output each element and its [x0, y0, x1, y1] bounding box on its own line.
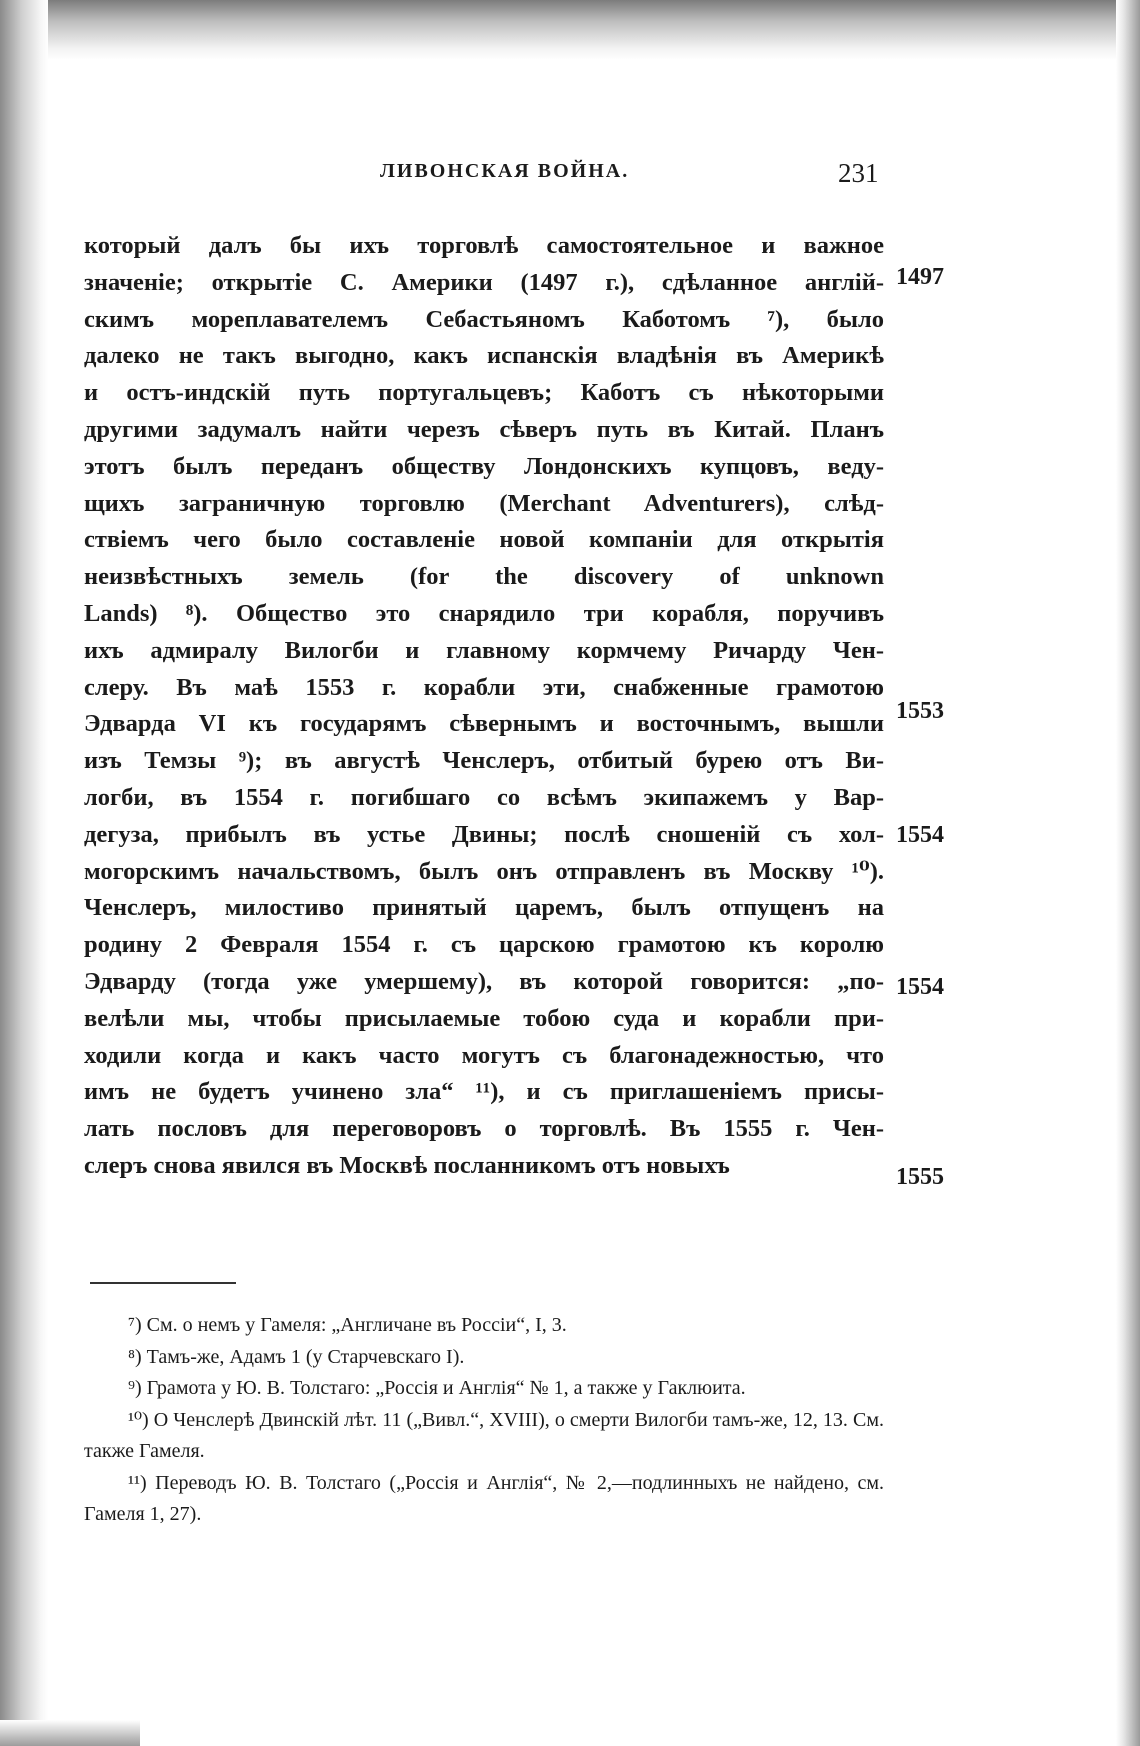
margin-year: 1554 — [896, 974, 944, 1000]
footnote — [84, 1373, 884, 1405]
text-line: изъ Темзы ⁹); въ августѣ Ченслеръ, отбитый бурею отъ Ви- — [84, 747, 884, 775]
text-line: ихъ адмиралу Вилогби и главному кормчему Ричарду Чен- — [84, 636, 884, 664]
text-line: Ченслеръ, милостиво принятый царемъ, былъ отпущенъ на — [84, 894, 884, 922]
body-text — [84, 228, 884, 1185]
text-line: скимъ мореплавателемъ Себастьяномъ Каботомъ ⁷), было — [84, 305, 884, 333]
footnote — [84, 1310, 884, 1342]
text-line: значеніе; открытіе С. Америки (1497 г.), сдѣланное англій- — [84, 268, 884, 296]
margin-year: 1555 — [896, 1164, 944, 1190]
running-title: ЛИВОНСКАЯ ВОЙНА. — [380, 160, 630, 182]
text-line: другими задумалъ найти черезъ сѣверъ путь въ Китай. Планъ — [84, 415, 884, 443]
scan-shadow-right — [1116, 0, 1140, 1746]
scan-shadow-top — [0, 0, 1140, 60]
text-line: который далъ бы ихъ торговлѣ самостоятельное и важное — [84, 232, 884, 259]
footnotes — [84, 1310, 884, 1531]
page-number: 231 — [838, 158, 879, 188]
text-line: слеру. Въ маѣ 1553 г. корабли эти, снабженные грамотою — [84, 673, 884, 701]
footnote — [84, 1405, 884, 1468]
text-line: дегуза, прибылъ въ устье Двины; послѣ сношеній съ хол- — [84, 820, 884, 848]
margin-year: 1497 — [896, 264, 944, 290]
text-line: ствіемъ чего было составленіе новой компаніи для открытія — [84, 526, 884, 554]
text-line: Lands) ⁸). Общество это снарядило три корабля, поручивъ — [84, 599, 884, 627]
margin-year: 1553 — [896, 698, 944, 724]
text-line: родину 2 Февраля 1554 г. съ царскою грамотою къ королю — [84, 931, 884, 959]
text-line: лать пословъ для переговоровъ о торговлѣ. Въ 1555 г. Чен- — [84, 1115, 884, 1143]
text-line: Эдварду (тогда уже умершему), въ которой говорится: „по- — [84, 967, 884, 995]
text-line: ходили когда и какъ часто могутъ съ благонадежностью, что — [84, 1041, 884, 1069]
text-line: логби, въ 1554 г. погибшаго со всѣмъ экипажемъ у Вар- — [84, 783, 884, 811]
text-line: Эдварда VI къ государямъ сѣвернымъ и восточнымъ, вышли — [84, 710, 884, 738]
footnote-text: ⁸) Тамъ-же, Адамъ 1 (у Старчевскаго I). — [128, 1345, 465, 1368]
scan-shadow-left — [0, 0, 48, 1746]
footnote-text: ¹⁰) О Ченслерѣ Двинскій лѣт. 11 („Вивл.“, XVIII), о смерти Вилогби тамъ-же, 12, 13. См. также Гамеля. — [84, 1408, 884, 1462]
text-line: далеко не такъ выгодно, какъ испанскія владѣнія въ Америкѣ — [84, 342, 884, 370]
footnote-text: ⁷) См. о немъ у Гамеля: „Англичане въ Россіи“, I, 3. — [128, 1314, 567, 1336]
text-line: щихъ заграничную торговлю (Merchant Adventurers), слѣд- — [84, 489, 884, 517]
text-line: неизвѣстныхъ земель (for the discovery of unknown — [84, 563, 884, 591]
footnote-rule — [90, 1282, 236, 1284]
text-line: велѣли мы, чтобы присылаемые тобою суда и корабли при- — [84, 1004, 884, 1032]
text-line: слеръ снова явился въ Москвѣ посланникомъ отъ новыхъ — [84, 1151, 730, 1179]
footnote — [84, 1468, 884, 1531]
footnote — [84, 1342, 884, 1374]
footnote-text: ⁹) Грамота у Ю. В. Толстаго: „Россія и Англія“ № 1, а также у Гаклюита. — [128, 1377, 746, 1399]
text-line: могорскимъ начальствомъ, былъ онъ отправленъ въ Москву ¹⁰). — [84, 857, 884, 885]
margin-year: 1554 — [896, 822, 944, 848]
footnote-text: ¹¹) Переводъ Ю. В. Толстаго („Россія и Англія“, № 2,—подлинныхъ не найдено, см. Гамеля 1, 27). — [84, 1471, 884, 1525]
text-line: этотъ былъ переданъ обществу Лондонскихъ купцовъ, веду- — [84, 452, 884, 480]
scan-shadow-bottom — [0, 1720, 140, 1746]
text-line: и остъ-индскій путь португальцевъ; Каботъ съ нѣкоторыми — [84, 379, 884, 407]
text-line: имъ не будетъ учинено зла“ ¹¹), и съ приглашеніемъ присы- — [84, 1078, 884, 1106]
